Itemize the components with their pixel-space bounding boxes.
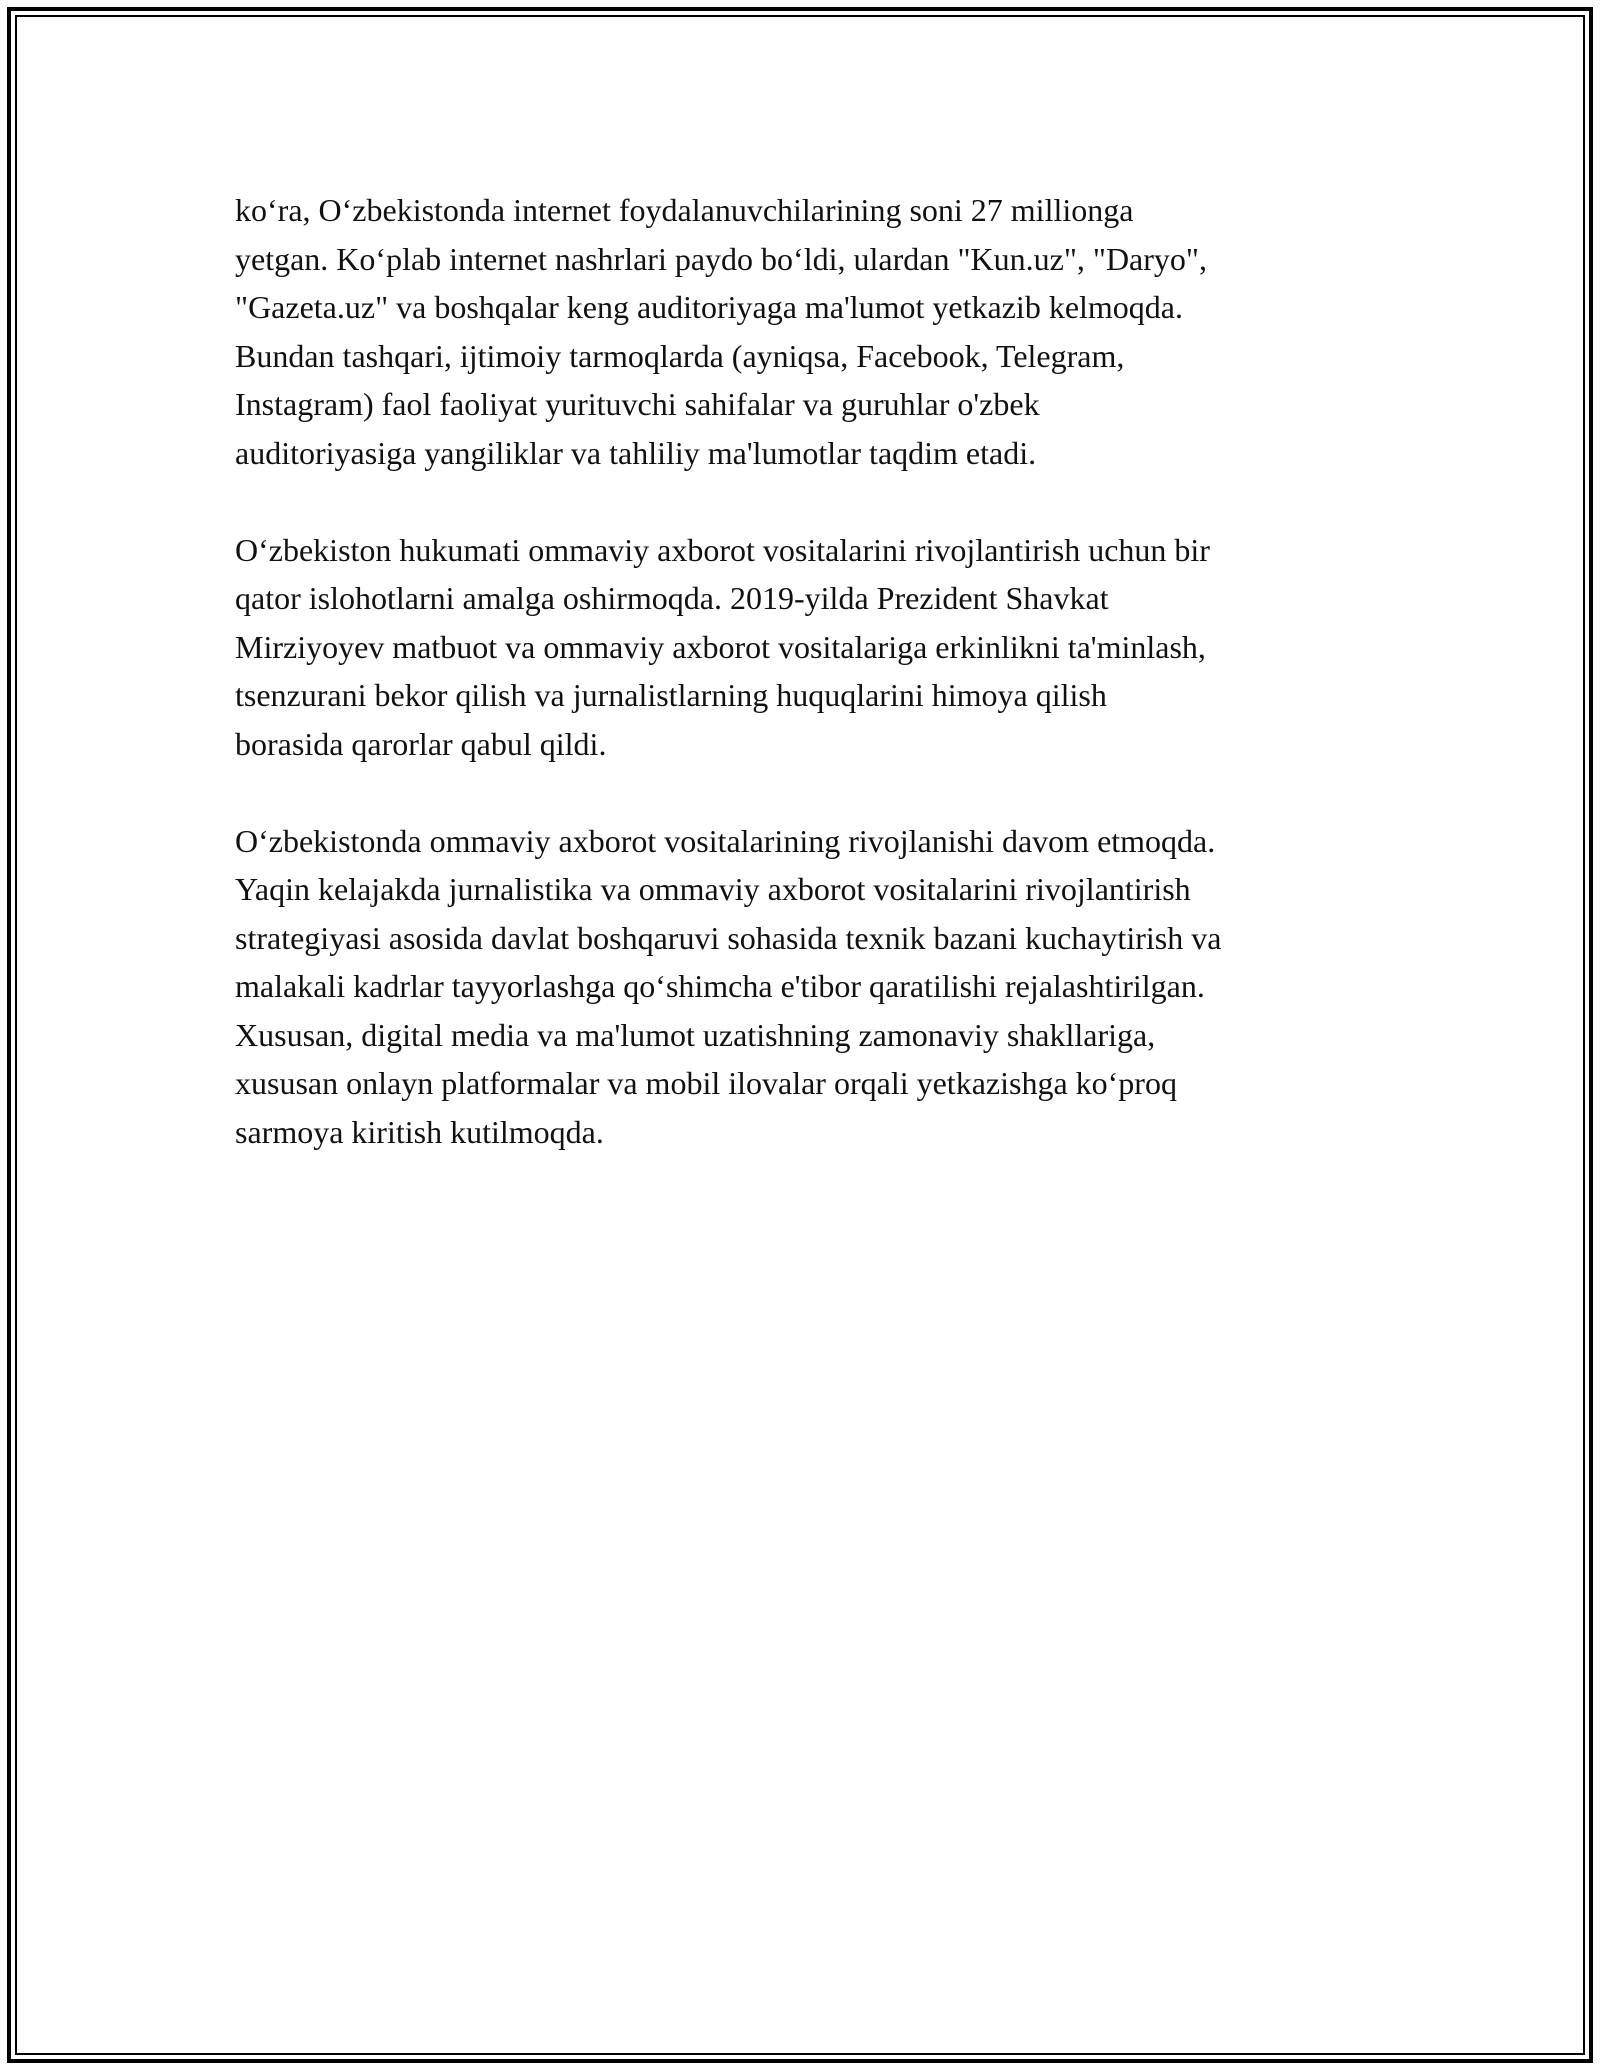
paragraph-internet-media: ko‘ra, O‘zbekistonda internet foydalanuvchilarining soni 27 millionga yetgan. Ko‘plab internet nashrlari paydo bo‘ldi, ulardan "Kun.uz", "Daryo", "Gazeta.uz" va boshqalar keng auditoriyaga ma'lumot yetkazib kelmoqda. Bundan tashqari, ijtimoiy tarmoqlarda (ayniqsa, Facebook, Telegram, Instagram) faol faoliyat yurituvchi sahifalar va guruhlar o'zbek auditoriyasiga yangiliklar va tahliliy ma'lumotlar taqdim etadi. — [235, 192, 1207, 471]
paragraph-government-reforms: O‘zbekiston hukumati ommaviy axborot vositalarini rivojlantirish uchun bir qator islohotlarni amalga oshirmoqda. 2019-yilda Prezident Shavkat Mirziyoyev matbuot va ommaviy axborot vositalariga erkinlikni ta'minlash, tsenzurani bekor qilish va jurnalistlarning huquqlarini himoya qilish borasida qarorlar qabul qildi. — [235, 531, 1210, 762]
paragraph-media-development: O‘zbekistonda ommaviy axborot vositalarining rivojlanishi davom etmoqda. Yaqin kelajakda jurnalistika va ommaviy axborot vositalarini rivojlantirish strategiyasi asosida davlat boshqaruvi sohasida texnik bazani kuchaytirish va malakali kadrlar tayyorlashga qo‘shimcha e'tibor qaratilishi rejalashtirilgan. Xususan, digital media va ma'lumot uzatishning zamonaviy shakllariga, xususan onlayn platformalar va mobil ilovalar orqali yetkazishga ko‘proq sarmoya kiritish kutilmoqda. — [235, 822, 1222, 1150]
document-body — [235, 186, 1375, 1205]
